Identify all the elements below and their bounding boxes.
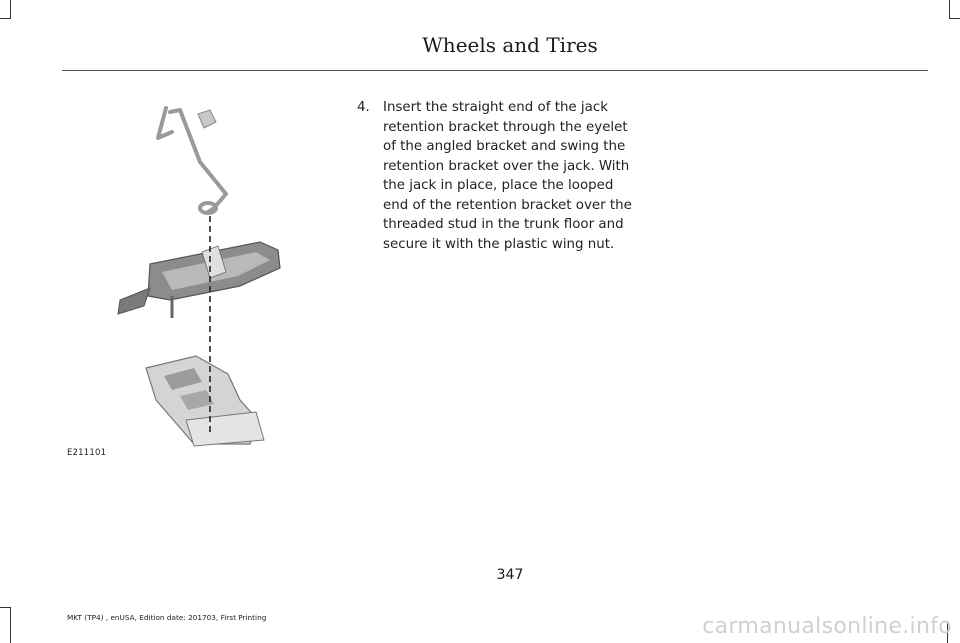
crop-mark-top-right-v — [949, 0, 950, 18]
crop-mark-bottom-left-v — [10, 607, 11, 643]
instruction-step — [357, 98, 632, 254]
crop-mark-bottom-left-h — [0, 607, 11, 608]
page-number: 347 — [496, 567, 524, 583]
retention-bracket — [158, 108, 226, 213]
crop-mark-top-left-h — [0, 18, 11, 19]
figure-id: E211101 — [67, 448, 107, 458]
jack-retention-illustration — [110, 100, 295, 450]
page-title: Wheels and Tires — [422, 33, 598, 57]
watermark: carmanualsonline.info — [702, 614, 952, 639]
bracket-tab — [198, 110, 216, 128]
step-number: 4. — [357, 100, 370, 115]
crop-mark-top-left-v — [10, 0, 11, 18]
trunk-floor-tray — [146, 356, 264, 446]
jack — [118, 242, 280, 318]
step-text: Insert the straight end of the jack retention bracket through the eyelet of the angled bracket and swing the retention bracket over the jack. With the jack in place, place the looped end of the retention bracket over the threaded stud in the trunk floor and secure it with the plastic wing nut. — [383, 100, 632, 252]
header-divider — [62, 70, 928, 71]
edition-info: MKT (TP4) , enUSA, Edition date: 201703, First Printing — [67, 613, 267, 622]
crop-mark-top-right-h — [949, 18, 960, 19]
